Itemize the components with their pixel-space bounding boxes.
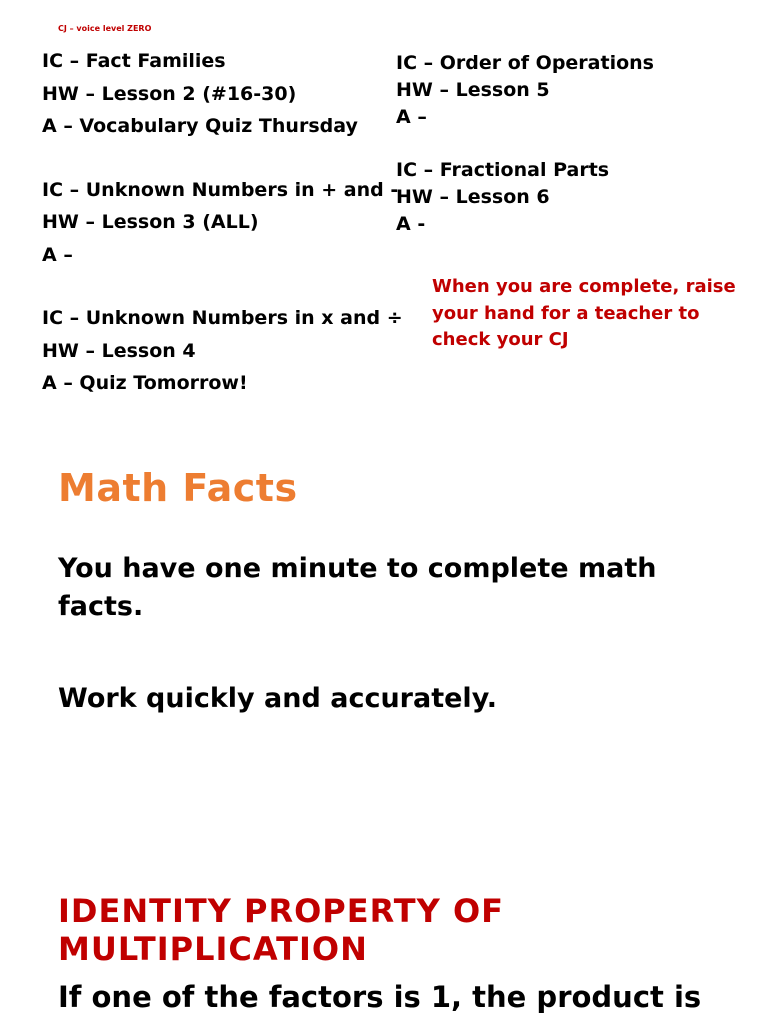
announcement-item: A – [42, 243, 73, 266]
slide-title: IDENTITY PROPERTY OF MULTIPLICATION [58, 892, 504, 968]
instruction-paragraph: You have one minute to complete math facts. [58, 553, 657, 622]
slide-math-facts [0, 440, 768, 860]
announcement-item: A – [396, 106, 427, 128]
right-agenda-column [396, 51, 736, 239]
agenda-block [396, 51, 736, 132]
slide-identity-property [0, 880, 768, 1024]
slide-cj-agenda [0, 0, 768, 420]
voice-level-note: CJ – voice level ZERO [58, 24, 152, 33]
announcement-item: A - [396, 213, 426, 235]
slide-title: Math Facts [58, 466, 298, 510]
in-class-item: IC – Order of Operations [396, 52, 654, 74]
agenda-block [42, 177, 399, 275]
in-class-item: IC – Fractional Parts [396, 159, 610, 181]
teacher-check-note: When you are complete, raise your hand for a teacher to check your CJ [432, 276, 736, 350]
homework-item: HW – Lesson 2 (#16-30) [42, 82, 297, 105]
in-class-item: IC – Fact Families [42, 50, 226, 72]
left-agenda-column [42, 48, 403, 403]
homework-item: HW – Lesson 6 [396, 186, 550, 208]
in-class-item: IC – Unknown Numbers in x and ÷ [42, 307, 403, 329]
homework-item: HW – Lesson 3 (ALL) [42, 211, 259, 233]
agenda-block [42, 305, 403, 403]
announcement-item: A – Vocabulary Quiz Thursday [42, 115, 358, 137]
agenda-block [396, 158, 736, 239]
agenda-block [42, 48, 382, 146]
homework-item: HW – Lesson 5 [396, 79, 550, 101]
definition-text: If one of the factors is 1, the product is [58, 980, 702, 1014]
in-class-item: IC – Unknown Numbers in + and - [42, 178, 399, 201]
instruction-paragraph: Work quickly and accurately. [58, 683, 498, 714]
announcement-item: A – Quiz Tomorrow! [42, 372, 248, 394]
homework-item: HW – Lesson 4 [42, 339, 196, 362]
